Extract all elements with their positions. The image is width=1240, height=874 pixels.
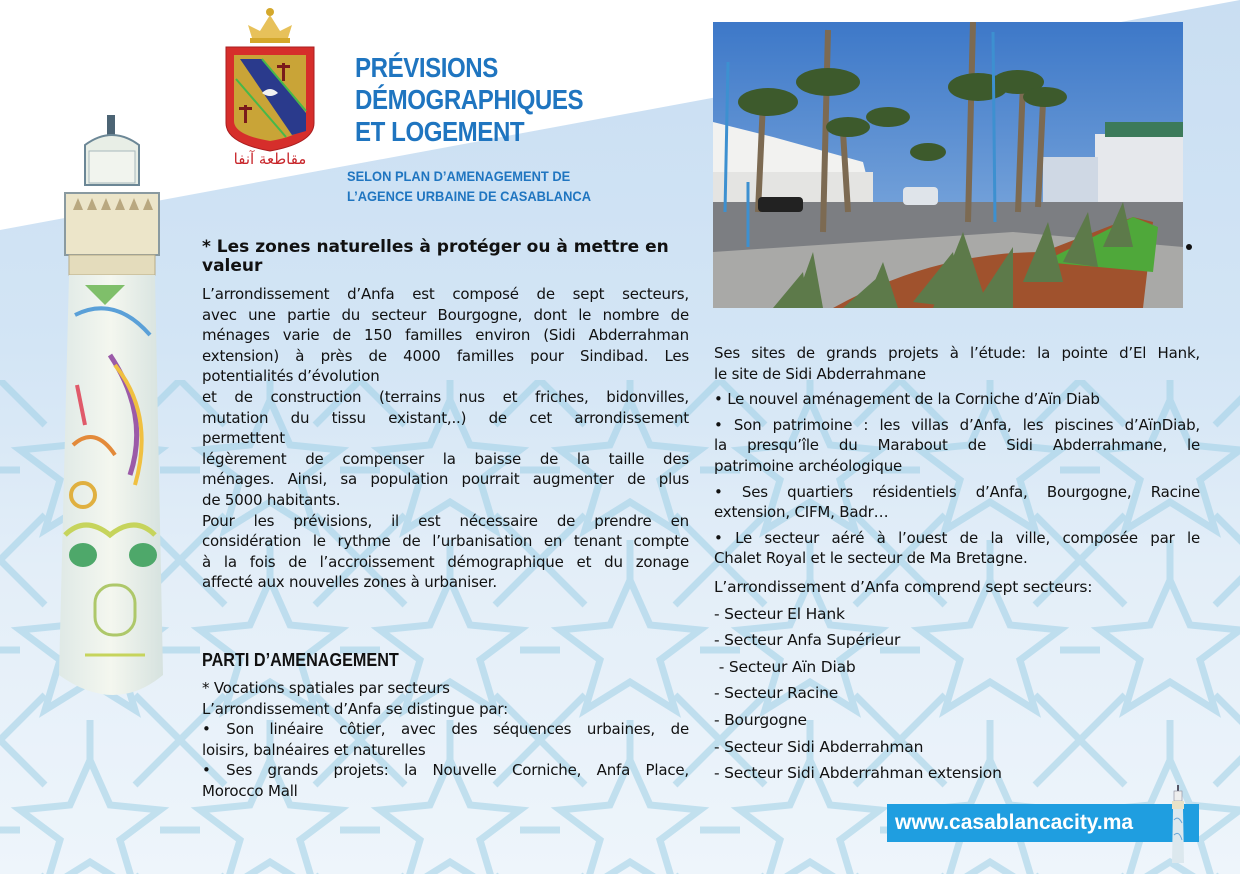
text-line: extension, CIFM, Badr…	[714, 503, 889, 522]
subtitle-line: SELON PLAN D’AMENAGEMENT DE	[347, 168, 571, 184]
corniche-photo	[713, 22, 1183, 308]
text-line: légèrement de compenser la baisse de la taille des	[202, 449, 689, 468]
section-paragraph	[202, 284, 689, 593]
text-line: ménages. Ainsi, sa population pourrait augmenter de plus	[202, 470, 689, 489]
text-line: la presqu’île du Marabout de Sidi Abderrahmane, le	[714, 436, 1200, 455]
text-line: L’arrondissement d’Anfa se distingue par:	[202, 699, 508, 718]
list-item	[714, 528, 1200, 569]
sector-item: - Secteur Anfa Supérieur	[714, 631, 901, 650]
text-line: * Vocations spatiales par secteurs	[202, 679, 450, 697]
sector-item: - Secteur Sidi Abderrahman	[714, 737, 924, 756]
text-line: loisirs, balnéaires et naturelles	[202, 740, 426, 759]
sector-item: - Secteur Racine	[714, 684, 839, 703]
text-line: à la fois de l’accroissement démographique et du zonage	[202, 552, 689, 571]
text-line: et de construction (terrains nus et friches, bidonvilles,	[202, 387, 689, 406]
section-heading: * Les zones naturelles à protéger ou à mettre en valeur	[202, 237, 669, 276]
crest-caption: مقاطعة آنفا	[233, 150, 307, 168]
mini-lighthouse-icon	[1170, 785, 1186, 865]
list-item	[714, 343, 1200, 384]
text-line: permettent	[202, 429, 285, 448]
text-line: considération le rythme de l’urbanisation en tenant compte	[202, 532, 689, 551]
text-line: de 5000 habitants.	[202, 490, 341, 509]
projects-section	[714, 343, 1200, 787]
natural-zones-section	[202, 238, 689, 593]
text-line: patrimoine archéologique	[714, 456, 903, 475]
page-title	[355, 52, 583, 148]
bullet-dot	[1186, 244, 1192, 250]
text-line: • Le nouvel aménagement de la Corniche d’Aïn Diab	[714, 390, 1100, 409]
sectors-intro: L’arrondissement d’Anfa comprend sept secteurs:	[714, 577, 1093, 596]
list-item	[714, 482, 1200, 523]
text-line: le site de Sidi Abderrahmane	[714, 364, 926, 383]
text-line: • Le secteur aéré à l’ouest de la ville, composée par le	[714, 528, 1200, 547]
website-link[interactable]: www.casablancacity.ma	[887, 804, 1199, 842]
text-line: mutation du tissu existant,..) de cet arrondissement	[202, 408, 689, 427]
text-line: extension) à près de 4000 familles pour Sindibad. Les	[202, 346, 689, 365]
sector-item: - Secteur El Hank	[714, 604, 845, 623]
text-line: affecté aux nouvelles zones à urbaniser.	[202, 573, 497, 592]
text-line: potentialités d’évolution	[202, 367, 380, 386]
title-line: PRÉVISIONS	[355, 52, 498, 83]
text-line: • Ses quartiers résidentiels d’Anfa, Bourgogne, Racine	[714, 482, 1200, 501]
text-line: Chalet Royal et le secteur de Ma Bretagne.	[714, 549, 1028, 568]
text-line: Pour les prévisions, il est nécessaire de prendre en	[202, 511, 689, 530]
text-line: L’arrondissement d’Anfa est composé de sept secteurs,	[202, 285, 689, 303]
bullet-line: • Son linéaire côtier, avec des séquences urbaines, de	[202, 720, 689, 739]
lighthouse-illustration	[55, 115, 170, 755]
sector-item: - Secteur Aïn Diab	[714, 657, 856, 676]
sector-item: - Secteur Sidi Abderrahman extension	[714, 764, 1002, 783]
text-line: Ses sites de grands projets à l’étude: la pointe d’El Hank,	[714, 344, 1200, 362]
text-line: • Son patrimoine : les villas d’Anfa, les piscines d’AïnDiab,	[714, 415, 1200, 434]
text-line: Morocco Mall	[202, 781, 298, 800]
anfa-coat-of-arms	[222, 3, 318, 173]
title-line: ET LOGEMENT	[355, 116, 525, 147]
bullet-line: • Ses grands projets: la Nouvelle Corniche, Anfa Place,	[202, 761, 689, 780]
section-paragraph	[202, 678, 689, 802]
list-item	[714, 389, 1200, 410]
list-item	[714, 415, 1200, 477]
title-line: DÉMOGRAPHIQUES	[355, 84, 584, 115]
parti-amenagement-body	[202, 678, 689, 802]
page-subtitle	[347, 166, 591, 206]
sector-item: - Bourgogne	[714, 710, 807, 729]
text-line: avec une partie du secteur Bourgogne, dont le nombre de	[202, 305, 689, 324]
parti-amenagement-heading: PARTI D’AMENAGEMENT	[202, 650, 399, 670]
subtitle-line: L’AGENCE URBAINE DE CASABLANCA	[347, 188, 592, 204]
text-line: ménages varie de 150 familles environ (Sidi Abderrahman	[202, 326, 689, 345]
crown-icon	[248, 8, 292, 43]
